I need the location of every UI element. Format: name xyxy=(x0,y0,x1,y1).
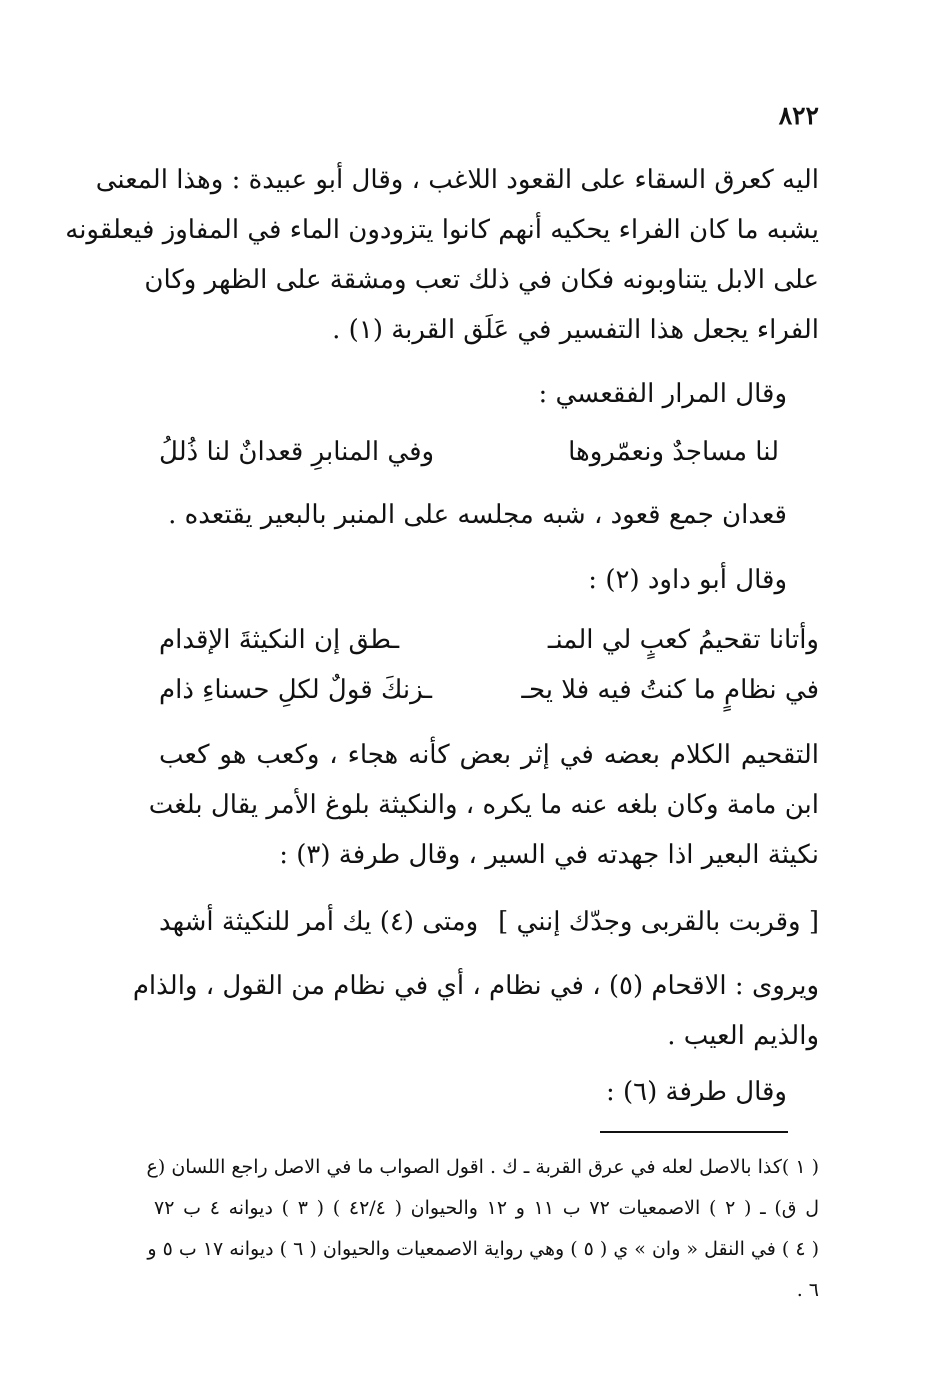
verse-second-hemistich: وفي المنابرِ قعدانٌ لنا ذُللُ xyxy=(159,437,435,467)
footnote-line: ٦ . xyxy=(796,1279,819,1301)
body-line: التقحيم الكلام بعضه في إثر بعض كأنه هجاء ، وكعب هو كعب xyxy=(159,740,819,770)
body-line: يشبه ما كان الفراء يحكيه أنهم كانوا يتزودون الماء في المفاوز فيعلقونه xyxy=(65,215,819,245)
verse-first-hemistich: وأتانا تقحيمُ كعبٍ لي المنـ xyxy=(547,625,819,655)
verse-first-hemistich: [ وقربت بالقربى وجدّك إنني ] xyxy=(498,907,819,937)
verse-second-hemistich: ـزنكَ قولٌ لكلِ حسناءِ ذام xyxy=(159,675,433,705)
verse-line xyxy=(159,620,819,660)
verse-gloss: قعدان جمع قعود ، شبه مجلسه على المنبر بالبعير يقتعده . xyxy=(168,500,787,530)
footnote-line: ( ١ )كذا بالاصل لعله في عرق القربة ـ ك . اقول الصواب ما في الاصل راجع اللسان (ع xyxy=(146,1156,819,1178)
footnote-separator xyxy=(600,1131,788,1133)
verse-line xyxy=(159,432,819,472)
body-line: ابن مامة وكان بلغه عنه ما يكره ، والنكيثة بلوغ الأمر يقال بلغت xyxy=(148,790,819,820)
body-line: نكيثة البعير اذا جهدته في السير ، وقال طرفة (٣) : xyxy=(279,840,819,870)
verse-second-hemistich: ومتى (٤) يك أمر للنكيثة أشهد xyxy=(159,907,479,937)
page-number: ٨٢٢ xyxy=(778,101,819,130)
verse-line xyxy=(159,670,819,710)
verse-intro: وقال طرفة (٦) : xyxy=(605,1077,787,1107)
body-line: اليه كعرق السقاء على القعود اللاغب ، وقال أبو عبيدة : وهذا المعنى xyxy=(95,165,819,195)
body-line: على الابل يتناوبونه فكان في ذلك تعب ومشقة على الظهر وكان xyxy=(144,265,819,295)
verse-line xyxy=(159,902,819,942)
body-line: والذيم العيب . xyxy=(667,1021,819,1051)
body-line: الفراء يجعل هذا التفسير في عَلَق القربة (١) . xyxy=(332,315,819,345)
footnote-line: ل ق) ـ ( ٢ ) الاصمعيات ٧٢ ب ١١ و ١٢ والحيوان ( ٤٢/٤ ) ( ٣ ) ديوانه ٤ ب ٧٢ xyxy=(154,1197,819,1219)
body-line: ويروى : الاقحام (٥) ، في نظام ، أي في نظام من القول ، والذام xyxy=(132,971,819,1001)
verse-second-hemistich: ـطق إن النكيثةَ الإقدام xyxy=(159,625,400,655)
verse-intro: وقال أبو داود (٢) : xyxy=(588,565,787,595)
verse-first-hemistich: لنا مساجدٌ ونعمّروها xyxy=(568,437,779,467)
footnote-line: ( ٤ ) في النقل « وان » ي ( ٥ ) وهي رواية الاصمعيات والحيوان ( ٦ ) ديوانه ١٧ ب ٥ و xyxy=(147,1238,819,1260)
verse-intro: وقال المرار الفقعسي : xyxy=(538,379,787,409)
verse-first-hemistich: في نظامٍ ما كنتُ فيه فلا يحـ xyxy=(521,675,819,705)
